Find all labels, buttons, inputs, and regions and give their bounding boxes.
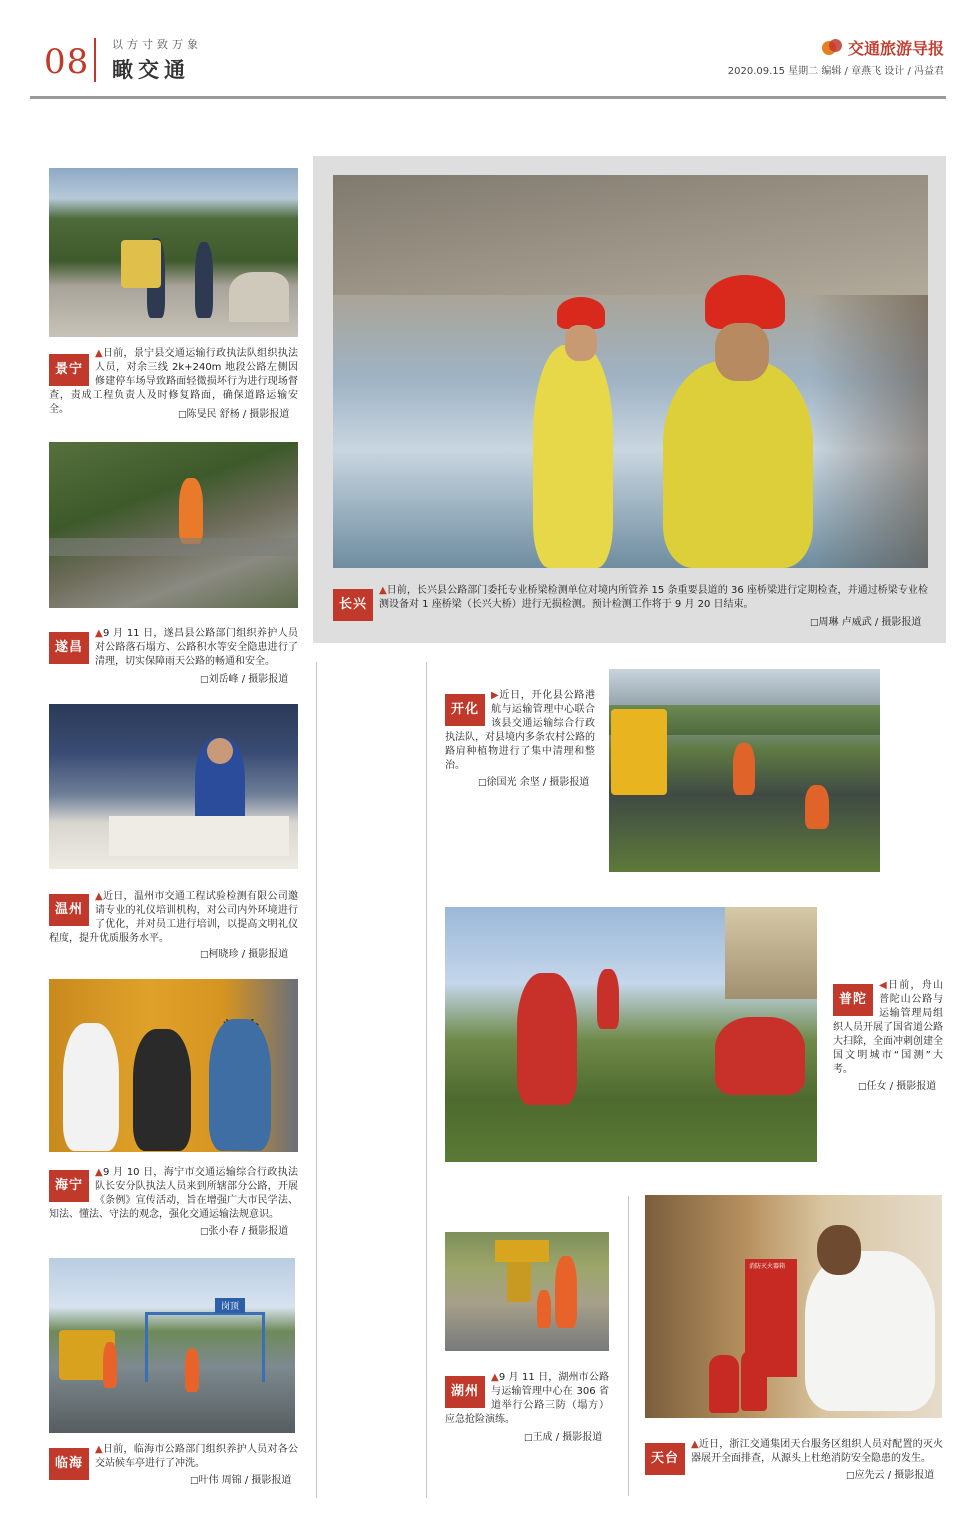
inspector-figure xyxy=(805,1251,935,1411)
credit-tiantai: □ 应先云 / 摄影报道 xyxy=(846,1466,934,1481)
car-shape xyxy=(121,240,161,288)
tag-linhai: 临海 xyxy=(49,1448,89,1480)
debris-shape xyxy=(229,272,289,322)
face-shape xyxy=(207,738,233,764)
photo-linhai xyxy=(49,1258,295,1433)
loader-bucket xyxy=(495,1240,549,1262)
officer-figure xyxy=(209,1019,271,1151)
tag-wenzhou: 温州 xyxy=(49,894,89,926)
header-slogan: 以方寸致万象 xyxy=(112,38,202,51)
worker-figure xyxy=(185,1348,199,1392)
face-shape xyxy=(565,325,597,361)
worker-figure xyxy=(537,1290,551,1328)
credit-haining: □ 张小春 / 摄影报道 xyxy=(200,1222,288,1237)
caption-linhai: ▲日前，临海市公路部门组织养护人员对各公交站候车亭进行了冲洗。 xyxy=(95,1444,299,1469)
building-shape xyxy=(725,907,817,999)
volunteer-figure xyxy=(597,969,619,1029)
section-title: 瞰交通 xyxy=(112,58,190,82)
tag-tiantai: 天台 xyxy=(645,1443,685,1475)
credit-putuo: □ 任女 / 摄影报道 xyxy=(858,1077,936,1092)
caption-wenzhou: ▲近日，温州市交通工程试验检测有限公司邀请专业的礼仪培训机构，对公司内外环境进行了优化，并对员工进行培训，以提高文明礼仪程度，提升优质服务水平。 xyxy=(49,891,299,944)
page-number: 08 xyxy=(44,42,90,82)
credit-changxing: □ 周琳 卢威武 / 摄影报道 xyxy=(810,613,921,628)
photo-tiantai xyxy=(645,1195,942,1418)
header-rule xyxy=(30,96,946,99)
loader-shape xyxy=(507,1262,531,1302)
photo-putuo xyxy=(445,907,817,1162)
bridge-underside xyxy=(333,175,928,295)
page-header xyxy=(30,28,946,98)
bus-stop-shelter xyxy=(145,1312,265,1382)
worker-figure xyxy=(733,743,755,795)
truck-shape xyxy=(611,709,667,795)
caption-tiantai: ▲近日，浙江交通集团天台服务区组织人员对配置的灭火器展开全面排查，从源头上杜绝消防安全隐患的发生。 xyxy=(691,1439,943,1464)
extinguisher-shape xyxy=(709,1355,739,1413)
cabinet-label: 消防灭火器箱 xyxy=(749,1263,786,1270)
tag-jingning: 景宁 xyxy=(49,354,89,386)
tag-kaihua: 开化 xyxy=(445,694,485,726)
worker-figure xyxy=(179,478,203,544)
credit-kaihua: □ 徐国光 余坚 / 摄影报道 xyxy=(478,773,589,788)
credit-wenzhou: □ 柯晓珍 / 摄影报道 xyxy=(200,945,288,960)
officer-figure xyxy=(63,1023,119,1151)
helmet-shape xyxy=(705,275,785,329)
caption-changxing: ▲日前，长兴县公路部门委托专业桥梁检测单位对境内所管养 15 条重要县道的 36 座桥梁进行定期检查，并通过桥梁专业检测设备对 1 座桥梁（长兴大桥）进行无损检测。预计检测工作将于 9 月 20 日结束。 xyxy=(379,585,928,610)
photo-wenzhou xyxy=(49,704,298,869)
credit-suichang: □ 刘岳峰 / 摄影报道 xyxy=(200,670,288,685)
caption-huzhou: ▲9 月 11 日，湖州市公路与运输管理中心在 306 省道举行公路三防（塌方）应急抢险演练。 xyxy=(445,1372,609,1425)
column-divider xyxy=(628,1196,629,1496)
driver-figure xyxy=(133,1029,191,1151)
water-shape xyxy=(49,538,298,556)
desk-shape xyxy=(109,816,289,856)
tag-changxing: 长兴 xyxy=(333,589,373,621)
photo-suichang xyxy=(49,442,298,608)
tag-haining: 海宁 xyxy=(49,1170,89,1202)
worker-figure xyxy=(555,1256,577,1328)
header-divider xyxy=(94,38,96,82)
caption-haining: ▲9 月 10 日，海宁市交通运输综合行政执法队长安分队执法人员来到所辖部分公路，开展《条例》宣传活动，旨在增强广大市民学法、知法、懂法、守法的观念，强化交通运输法规意识。 xyxy=(49,1167,298,1220)
caption-jingning: ▲日前，景宁县交通运输行政执法队组织执法人员，对余三线 2k+240m 地段公路左侧因修建停车场导致路面轻微损坏行为进行现场督查，责成工程负责人及时修复路面，确保道路运输安全。 xyxy=(49,348,299,415)
tag-huzhou: 湖州 xyxy=(445,1376,485,1408)
brand-logo-icon xyxy=(822,39,842,57)
photo-jingning xyxy=(49,168,298,337)
photo-changxing xyxy=(333,175,928,568)
tag-putuo: 普陀 xyxy=(833,984,873,1016)
inspector-figure xyxy=(663,361,813,568)
caption-putuo: ◀日前，舟山普陀山公路与运输管理局组织人员开展了国省道公路大扫除，全面冲刺创建全国文明城市“国测”大考。 xyxy=(833,980,943,1075)
volunteer-figure xyxy=(715,1017,805,1095)
column-divider xyxy=(426,662,427,1498)
credit-huzhou: □ 王成 / 摄影报道 xyxy=(524,1428,602,1443)
face-shape xyxy=(817,1225,861,1275)
bus-stop-sign: 岗顶 xyxy=(215,1298,245,1313)
photo-kaihua xyxy=(609,669,880,872)
volunteer-figure xyxy=(517,973,577,1105)
worker-figure xyxy=(103,1342,117,1388)
credit-jingning: □ 陈旻民 舒杨 / 摄影报道 xyxy=(178,405,289,420)
inspector-figure xyxy=(533,345,613,568)
brand xyxy=(822,36,944,59)
face-shape xyxy=(715,323,769,381)
credit-linhai: □ 叶伟 周锦 / 摄影报道 xyxy=(190,1471,291,1486)
caption-kaihua: ▶近日，开化县公路港航与运输管理中心联合该县交通运输综合行政执法队，对县境内多条农村公路的路肩种植物进行了集中清理和整治。 xyxy=(445,690,595,771)
photo-huzhou xyxy=(445,1232,609,1351)
bridge-pier xyxy=(811,295,928,568)
extinguisher-shape xyxy=(741,1349,767,1411)
column-divider xyxy=(316,662,317,1498)
tag-suichang: 遂昌 xyxy=(49,632,89,664)
brand-name: 交通旅游导报 xyxy=(847,39,944,58)
issue-line: 2020.09.15 星期二 编辑 / 章燕飞 设计 / 冯益君 xyxy=(727,66,944,77)
photo-haining xyxy=(49,979,298,1152)
caption-suichang: ▲9 月 11 日，遂昌县公路部门组织养护人员对公路落石塌方、公路积水等安全隐患进行了清理，切实保障雨天公路的畅通和安全。 xyxy=(95,628,298,667)
worker-figure xyxy=(805,785,829,829)
officer-figure xyxy=(195,242,213,318)
